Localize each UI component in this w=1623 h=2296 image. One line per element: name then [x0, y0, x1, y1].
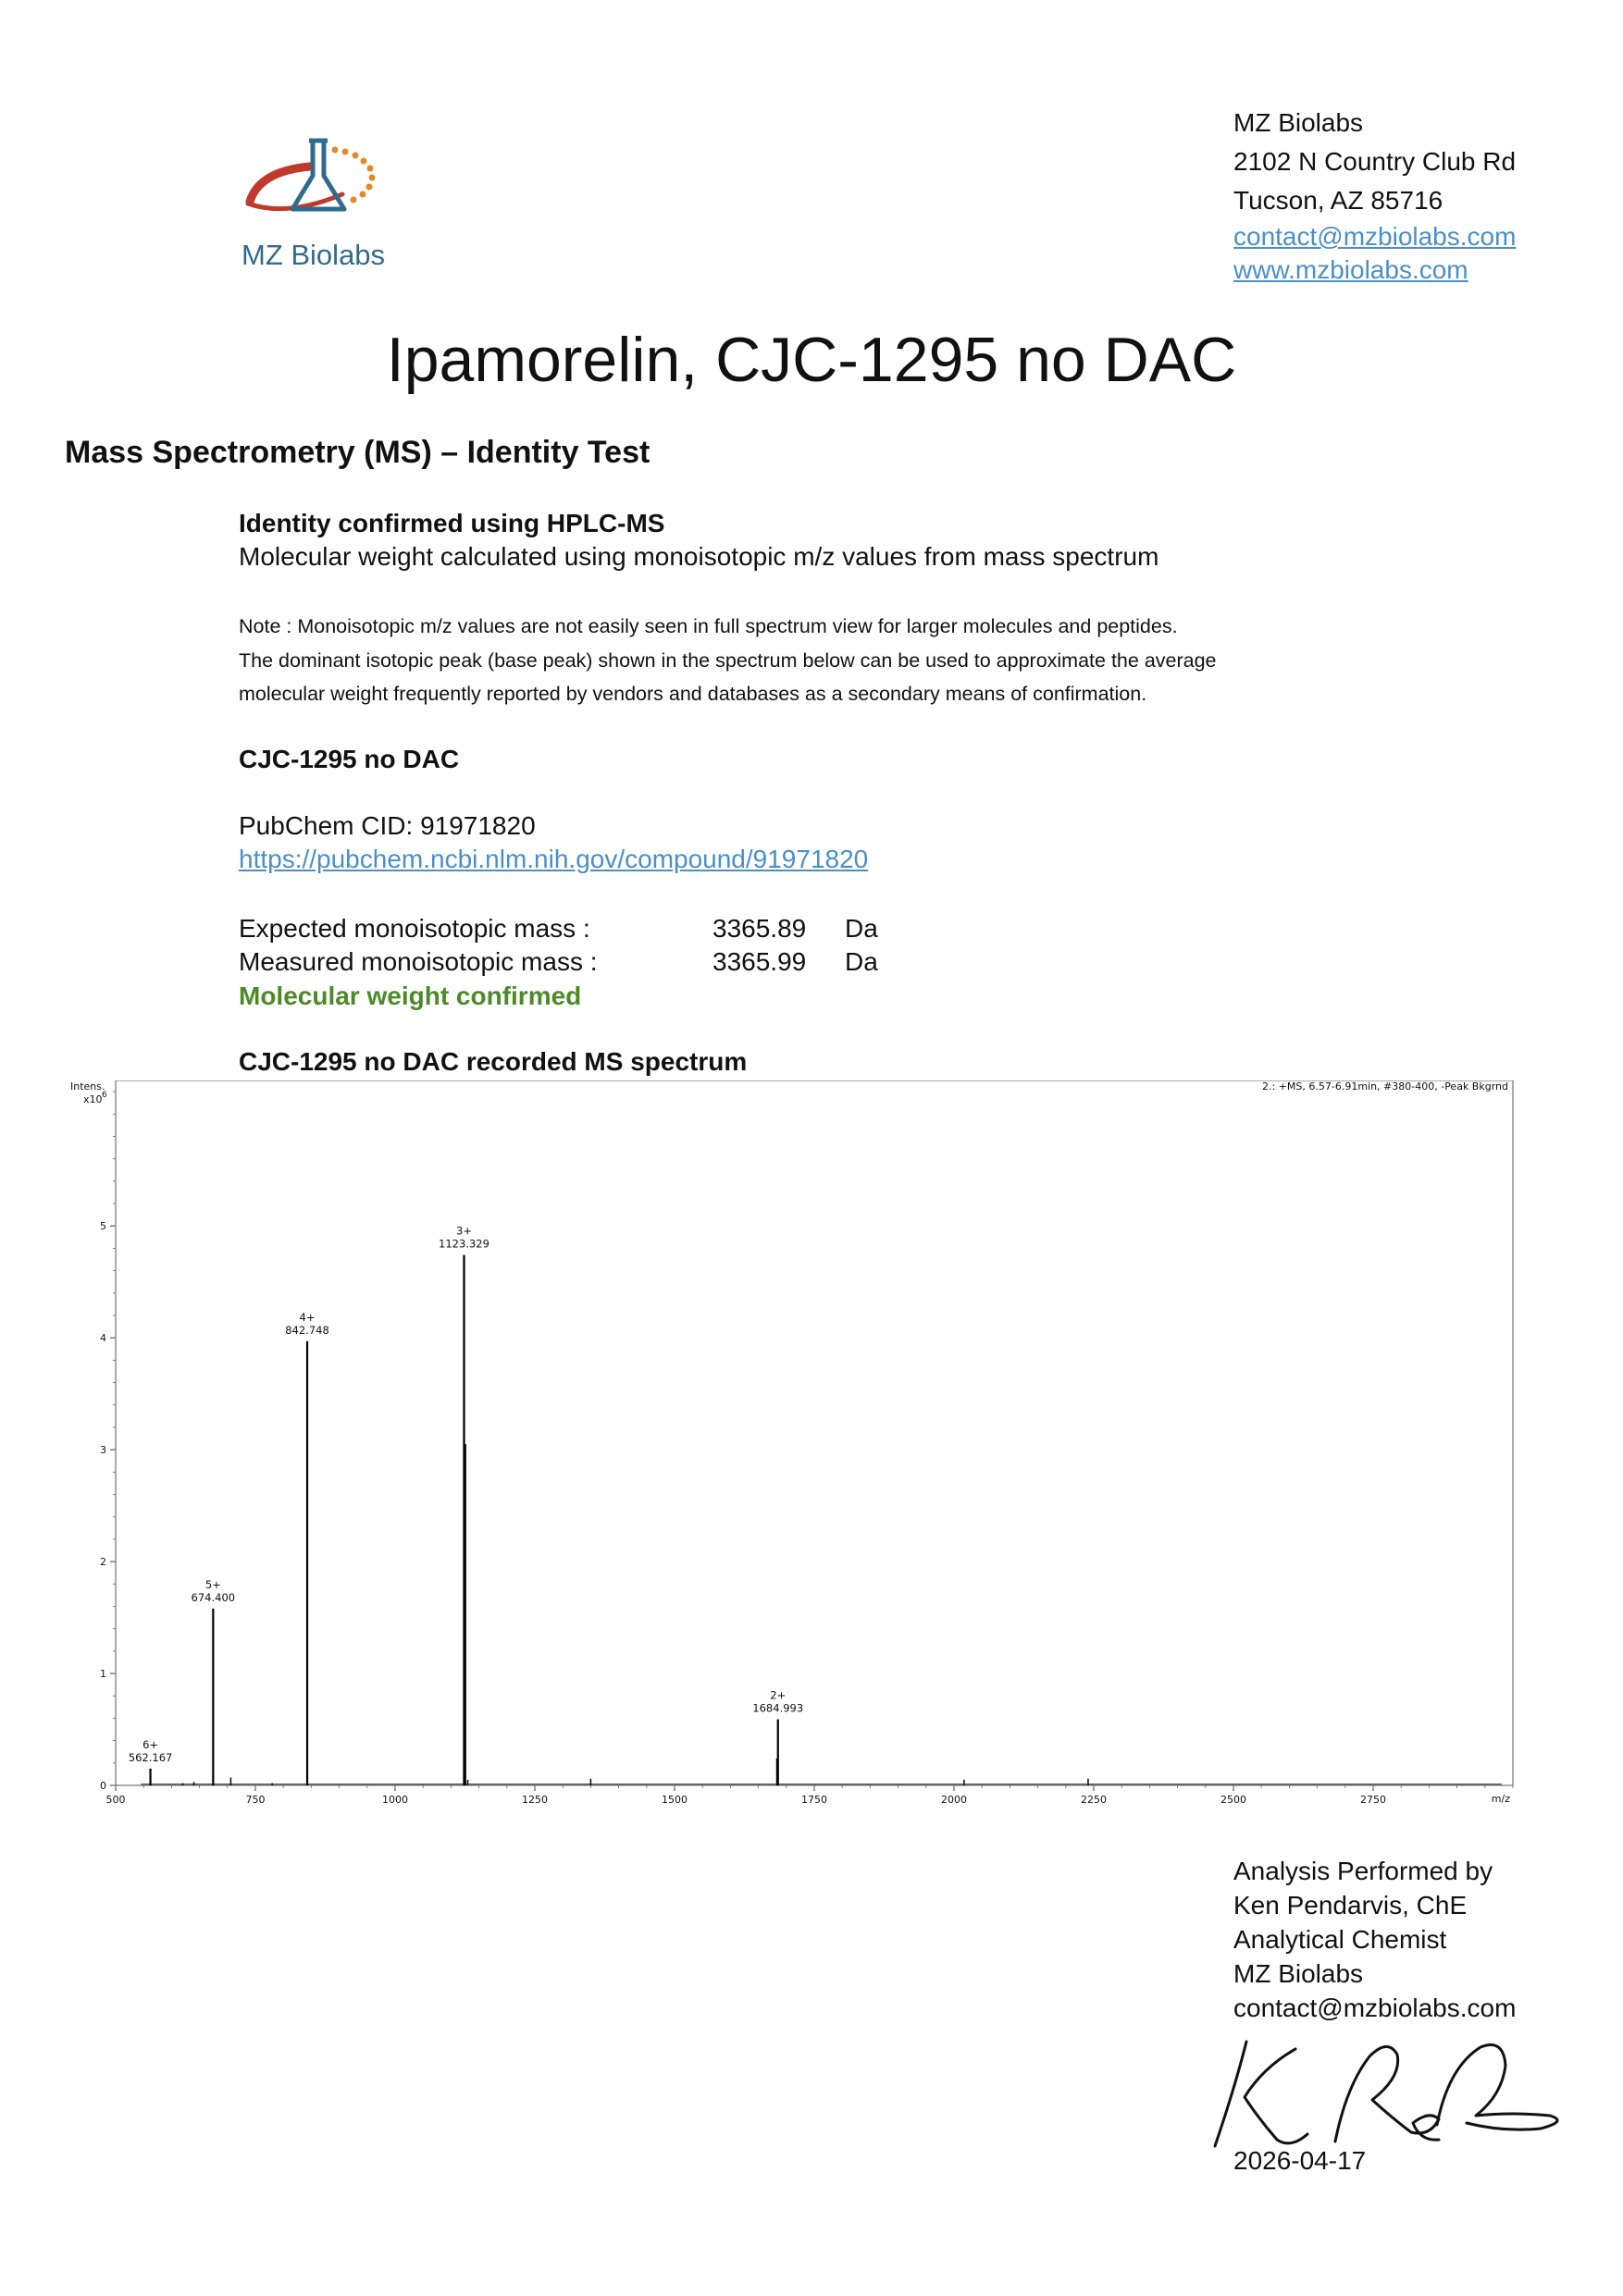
note-line-3: molecular weight frequently reported by vendors and databases as a secondary means of confirmation.	[239, 683, 1147, 705]
y-tick-label-5: 5	[100, 1220, 106, 1233]
handwritten-signature	[1208, 2031, 1568, 2155]
company-name: MZ Biolabs	[1233, 108, 1364, 137]
result-text: Molecular weight confirmed	[239, 981, 582, 1010]
peak-mz-label-0: 562.167	[128, 1750, 173, 1764]
y-tick-label-1: 1	[100, 1668, 106, 1681]
report-date: 2026-04-17	[1233, 2146, 1367, 2175]
x-tick-label-3: 1250	[522, 1794, 548, 1806]
plot-frame	[116, 1080, 1513, 1785]
peak-mz-label-1: 674.400	[191, 1590, 236, 1604]
expected-mass-row	[239, 914, 590, 944]
note-line-1: Note : Monoisotopic m/z values are not easily seen in full spectrum view for larger molecules and peptides.	[239, 615, 1178, 637]
expected-mass-label: Expected monoisotopic mass :	[239, 914, 590, 943]
peak-charge-label-0: 6+	[142, 1737, 159, 1751]
address-block	[1233, 104, 1516, 287]
y-tick-label-2: 2	[100, 1556, 106, 1569]
y-axis-exponent: 6	[102, 1091, 107, 1100]
x-tick-label-1: 750	[245, 1794, 266, 1806]
analyst-title: Analytical Chemist	[1233, 1925, 1447, 1954]
analyst-name: Ken Pendarvis, ChE	[1233, 1891, 1468, 1920]
peak-charge-label-3: 3+	[456, 1224, 472, 1238]
x-tick-label-6: 2000	[941, 1794, 967, 1806]
ms-spectrum-chart	[65, 1080, 1527, 1813]
x-tick-label-0: 500	[105, 1794, 126, 1806]
analyst-block	[1233, 1854, 1516, 2025]
pubchem-link[interactable]: https://pubchem.ncbi.nlm.nih.gov/compound/91971820	[239, 845, 869, 873]
expected-mass-unit: Da	[845, 914, 878, 943]
x-tick-label-4: 1500	[662, 1794, 688, 1806]
y-tick-label-4: 4	[100, 1332, 106, 1345]
y-axis-label: Intens.	[70, 1080, 105, 1092]
analyst-line-1: Analysis Performed by	[1233, 1857, 1493, 1885]
y-axis-scale: x10	[83, 1093, 103, 1105]
y-tick-label-3: 3	[100, 1444, 106, 1457]
x-tick-label-5: 1750	[801, 1794, 827, 1806]
peak-charge-label-4: 2+	[770, 1688, 787, 1702]
x-axis-label: m/z	[1491, 1793, 1510, 1805]
peak-mz-label-2: 842.748	[285, 1323, 329, 1337]
peak-charge-label-1: 5+	[204, 1577, 221, 1591]
x-tick-label-7: 2250	[1081, 1794, 1107, 1806]
expected-mass-value: 3365.89	[712, 914, 807, 943]
analyst-email: contact@mzbiolabs.com	[1233, 1994, 1517, 2022]
measured-mass-row	[239, 947, 598, 977]
x-tick-label-2: 1000	[382, 1794, 408, 1806]
spectrum-info: 2.: +MS, 6.57-6.91min, #380-400, -Peak Bkgrnd	[1261, 1080, 1508, 1092]
street-address: 2102 N Country Club Rd	[1233, 147, 1517, 176]
identity-subtext: Molecular weight calculated using monoisotopic m/z values from mass spectrum	[239, 542, 1159, 571]
peak-mz-label-4: 1684.993	[752, 1701, 804, 1715]
peak-charge-label-2: 4+	[299, 1310, 316, 1324]
email-link[interactable]: contact@mzbiolabs.com	[1233, 222, 1517, 251]
analyst-company: MZ Biolabs	[1233, 1959, 1364, 1988]
x-tick-label-8: 2500	[1220, 1794, 1246, 1806]
note-line-2: The dominant isotopic peak (base peak) shown in the spectrum below can be used to approximate the average	[239, 649, 1217, 672]
measured-mass-unit: Da	[845, 947, 878, 976]
document-title: Ipamorelin, CJC-1295 no DAC	[386, 325, 1237, 395]
identity-heading: Identity confirmed using HPLC-MS	[239, 509, 665, 537]
y-tick-label-0: 0	[100, 1780, 106, 1792]
pubchem-cid: PubChem CID: 91971820	[239, 811, 536, 840]
spectrum-title: CJC-1295 no DAC recorded MS spectrum	[239, 1047, 748, 1076]
city-address: Tucson, AZ 85716	[1233, 186, 1443, 215]
peak-mz-label-3: 1123.329	[439, 1237, 489, 1251]
section-title: Mass Spectrometry (MS) – Identity Test	[65, 435, 650, 470]
measured-mass-value: 3365.99	[712, 947, 807, 976]
compound-name: CJC-1295 no DAC	[239, 745, 460, 773]
x-tick-label-9: 2750	[1360, 1794, 1386, 1806]
measured-mass-label: Measured monoisotopic mass :	[239, 947, 598, 976]
website-link[interactable]: www.mzbiolabs.com	[1233, 255, 1468, 284]
logo-text: MZ Biolabs	[242, 239, 386, 271]
